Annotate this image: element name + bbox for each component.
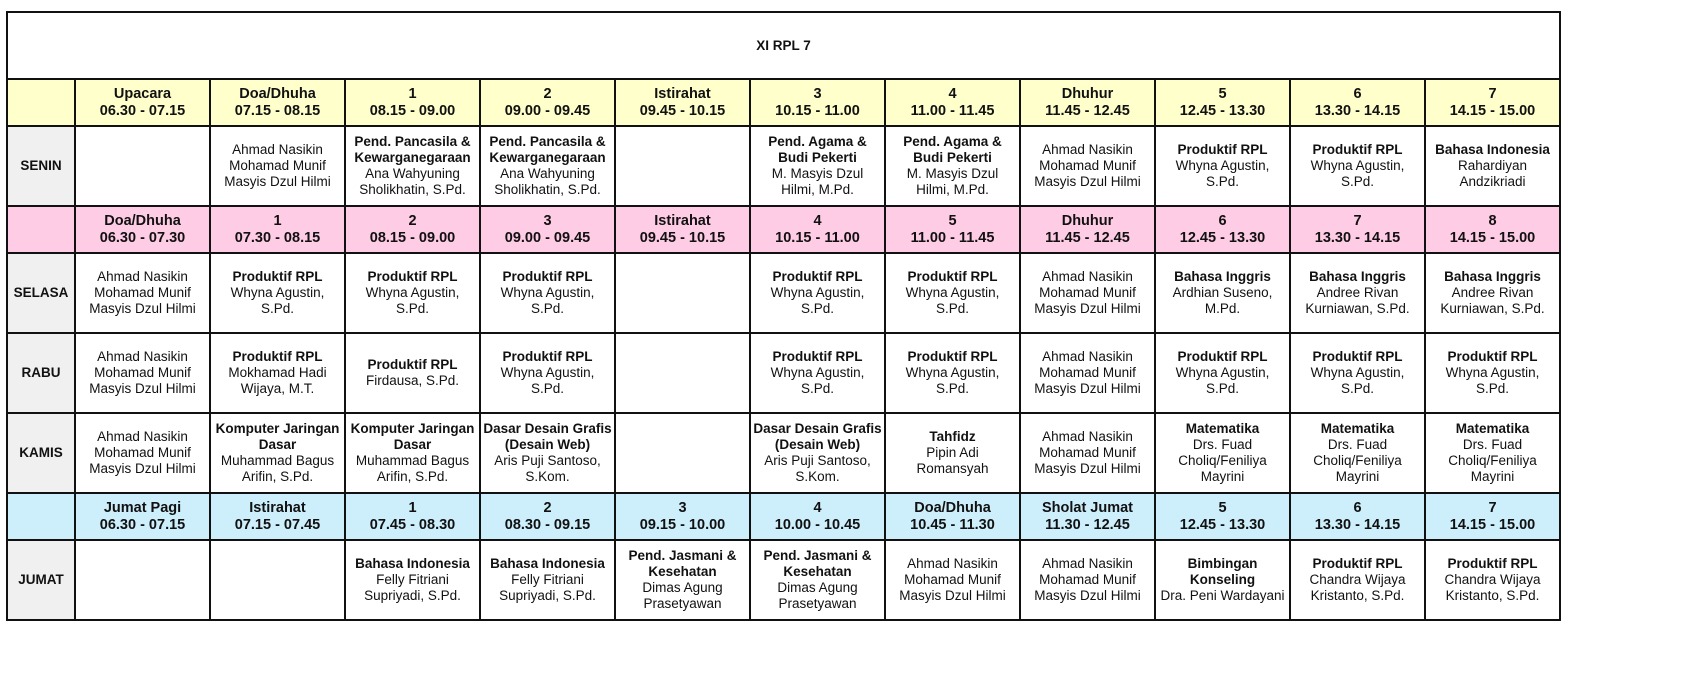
subject-name: Bimbingan Konseling: [1187, 556, 1258, 587]
period-header-cell: [1425, 206, 1560, 253]
schedule-cell: [1020, 413, 1155, 493]
teacher-name: Whyna Agustin, S.Pd.: [1310, 365, 1405, 396]
teacher-name: Ahmad Nasikin Mohamad Munif Masyis Dzul Hilmi: [89, 349, 196, 396]
subject-name: Matematika: [1320, 421, 1395, 436]
teacher-name: Andree Rivan Kurniawan, S.Pd.: [1440, 285, 1545, 316]
teacher-name: Aris Puji Santoso, S.Kom.: [764, 453, 871, 484]
subject-name: Produktif RPL: [907, 349, 998, 364]
subject-name: Produktif RPL: [1312, 349, 1403, 364]
period-name: 5: [1218, 499, 1227, 516]
schedule-cell: [1425, 413, 1560, 493]
teacher-name: Ardhian Suseno, M.Pd.: [1172, 285, 1273, 316]
schedule-cell: [1425, 333, 1560, 413]
schedule-cell: [1020, 540, 1155, 620]
period-name: 1: [273, 212, 282, 229]
period-name: 7: [1488, 85, 1497, 102]
period-header-cell: [480, 493, 615, 540]
period-name: Upacara: [113, 85, 172, 102]
period-header-cell: [750, 493, 885, 540]
subject-name: Produktif RPL: [232, 269, 323, 284]
period-header-cell: [210, 493, 345, 540]
teacher-name: Muhammad Bagus Arifin, S.Pd.: [220, 453, 335, 484]
subject-name: Produktif RPL: [907, 269, 998, 284]
schedule-cell: [345, 333, 480, 413]
period-time: 13.30 - 14.15: [1314, 516, 1401, 533]
period-time: 08.15 - 09.00: [369, 102, 456, 119]
schedule-cell: [480, 540, 615, 620]
period-time: 11.00 - 11.45: [910, 229, 995, 246]
period-header-cell: [480, 79, 615, 126]
period-time: 12.45 - 13.30: [1179, 102, 1266, 119]
subject-name: Bahasa Inggris: [1174, 269, 1271, 284]
subject-name: Produktif RPL: [772, 349, 863, 364]
period-time: 08.15 - 09.00: [369, 229, 456, 246]
teacher-name: Rahardiyan Andzikriadi: [1457, 158, 1528, 189]
subject-name: Bahasa Indonesia: [490, 556, 605, 571]
period-time: 09.45 - 10.15: [639, 229, 726, 246]
period-name: 3: [543, 212, 552, 229]
period-name: 2: [543, 85, 552, 102]
period-header-cell: [75, 493, 210, 540]
subject-name: Produktif RPL: [1447, 556, 1538, 571]
schedule-cell: [885, 126, 1020, 206]
period-header-cell: [1290, 493, 1425, 540]
teacher-name: Whyna Agustin, S.Pd.: [365, 285, 460, 316]
teacher-name: M. Masyis Dzul Hilmi, M.Pd.: [771, 166, 864, 197]
schedule-cell: [750, 253, 885, 333]
period-time: 11.30 - 12.45: [1045, 516, 1130, 533]
schedule-container: [6, 11, 1561, 621]
schedule-cell: [1290, 126, 1425, 206]
header-corner-cell: [7, 79, 75, 126]
teacher-name: Dimas Agung Prasetyawan: [642, 580, 723, 611]
schedule-cell: [885, 413, 1020, 493]
teacher-name: Ahmad Nasikin Mohamad Munif Masyis Dzul Hilmi: [1034, 429, 1141, 476]
subject-name: Produktif RPL: [1177, 142, 1268, 157]
schedule-cell: [1020, 253, 1155, 333]
period-time: 09.00 - 09.45: [504, 102, 591, 119]
schedule-cell: [75, 413, 210, 493]
period-time: 13.30 - 14.15: [1314, 102, 1401, 119]
period-time: 10.45 - 11.30: [910, 516, 995, 533]
schedule-cell: [1155, 333, 1290, 413]
teacher-name: Ahmad Nasikin Mohamad Munif Masyis Dzul Hilmi: [1034, 269, 1141, 316]
subject-name: Tahfidz: [929, 429, 976, 444]
subject-name: Pend. Pancasila & Kewarganegaraan: [354, 134, 471, 165]
period-time: 06.30 - 07.15: [99, 102, 186, 119]
subject-name: Bahasa Indonesia: [355, 556, 470, 571]
period-header-cell: [345, 79, 480, 126]
schedule-title: XI RPL 7: [7, 12, 1560, 79]
period-header-cell: [480, 206, 615, 253]
header-corner-cell: [7, 493, 75, 540]
teacher-name: Ana Wahyuning Sholikhatin, S.Pd.: [494, 166, 601, 197]
schedule-cell: [885, 333, 1020, 413]
period-name: 2: [543, 499, 552, 516]
day-label: SELASA: [7, 253, 75, 333]
period-time: 06.30 - 07.15: [99, 516, 186, 533]
period-time: 09.45 - 10.15: [639, 102, 726, 119]
period-time: 14.15 - 15.00: [1449, 229, 1536, 246]
period-name: 5: [1218, 85, 1227, 102]
header-corner-cell: [7, 206, 75, 253]
day-row-senin: [7, 126, 1560, 206]
period-name: 8: [1488, 212, 1497, 229]
schedule-cell: [345, 413, 480, 493]
schedule-cell: [615, 253, 750, 333]
teacher-name: Whyna Agustin, S.Pd.: [770, 365, 865, 396]
teacher-name: Whyna Agustin, S.Pd.: [500, 365, 595, 396]
schedule-cell: [885, 253, 1020, 333]
subject-name: Komputer Jaringan Dasar: [350, 421, 475, 452]
teacher-name: Whyna Agustin, S.Pd.: [770, 285, 865, 316]
period-name: 1: [408, 499, 417, 516]
teacher-name: Whyna Agustin, S.Pd.: [500, 285, 595, 316]
period-name: Doa/Dhuha: [239, 85, 316, 102]
period-name: 4: [948, 85, 957, 102]
schedule-cell: [1020, 333, 1155, 413]
period-time: 11.45 - 12.45: [1045, 102, 1130, 119]
period-name: 2: [408, 212, 417, 229]
teacher-name: Drs. Fuad Choliq/Feniliya Mayrini: [1448, 437, 1537, 484]
period-name: 1: [408, 85, 417, 102]
teacher-name: Whyna Agustin, S.Pd.: [230, 285, 325, 316]
teacher-name: Pipin Adi Romansyah: [916, 445, 989, 476]
period-header-cell: [615, 206, 750, 253]
subject-name: Dasar Desain Grafis (Desain Web): [483, 421, 612, 452]
teacher-name: Drs. Fuad Choliq/Feniliya Mayrini: [1313, 437, 1402, 484]
period-header-cell: [1155, 493, 1290, 540]
schedule-table: [6, 11, 1561, 621]
period-header-cell: [345, 206, 480, 253]
period-name: 6: [1353, 85, 1362, 102]
teacher-name: Ahmad Nasikin Mohamad Munif Masyis Dzul Hilmi: [1034, 556, 1141, 603]
period-time: 11.00 - 11.45: [910, 102, 995, 119]
period-name: 5: [948, 212, 957, 229]
period-time: 13.30 - 14.15: [1314, 229, 1401, 246]
day-row-kamis: [7, 413, 1560, 493]
day-label: KAMIS: [7, 413, 75, 493]
schedule-cell: [1425, 540, 1560, 620]
teacher-name: Chandra Wijaya Kristanto, S.Pd.: [1309, 572, 1406, 603]
period-name: Sholat Jumat: [1041, 499, 1134, 516]
period-time: 10.15 - 11.00: [775, 229, 860, 246]
teacher-name: Mokhamad Hadi Wijaya, M.T.: [228, 365, 327, 396]
period-time: 12.45 - 13.30: [1179, 516, 1266, 533]
subject-name: Komputer Jaringan Dasar: [215, 421, 340, 452]
period-name: 4: [813, 212, 822, 229]
teacher-name: Ahmad Nasikin Mohamad Munif Masyis Dzul Hilmi: [89, 429, 196, 476]
period-time: 12.45 - 13.30: [1179, 229, 1266, 246]
period-header-cell: [615, 493, 750, 540]
period-header-cell: [885, 493, 1020, 540]
period-header-cell: [210, 206, 345, 253]
schedule-cell: [750, 126, 885, 206]
period-name: Istirahat: [654, 85, 711, 102]
day-row-jumat: [7, 540, 1560, 620]
period-time: 14.15 - 15.00: [1449, 516, 1536, 533]
period-name: Dhuhur: [1061, 85, 1114, 102]
teacher-name: Aris Puji Santoso, S.Kom.: [494, 453, 601, 484]
schedule-cell: [1290, 253, 1425, 333]
period-name: 3: [813, 85, 822, 102]
teacher-name: Chandra Wijaya Kristanto, S.Pd.: [1444, 572, 1541, 603]
period-header-cell: [1020, 79, 1155, 126]
subject-name: Produktif RPL: [502, 349, 593, 364]
subject-name: Produktif RPL: [1177, 349, 1268, 364]
subject-name: Bahasa Indonesia: [1435, 142, 1550, 157]
period-header-cell: [1425, 493, 1560, 540]
teacher-name: Felly Fitriani Supriyadi, S.Pd.: [499, 572, 596, 603]
schedule-cell: [750, 333, 885, 413]
teacher-name: Whyna Agustin, S.Pd.: [905, 285, 1000, 316]
period-name: 3: [678, 499, 687, 516]
period-header-cell: [885, 206, 1020, 253]
period-time: 09.00 - 09.45: [504, 229, 591, 246]
subject-name: Produktif RPL: [367, 357, 458, 372]
schedule-cell: [210, 253, 345, 333]
schedule-cell: [750, 413, 885, 493]
period-time: 10.15 - 11.00: [775, 102, 860, 119]
teacher-name: Firdausa, S.Pd.: [365, 373, 460, 388]
teacher-name: Whyna Agustin, S.Pd.: [905, 365, 1000, 396]
day-label: RABU: [7, 333, 75, 413]
period-time: 14.15 - 15.00: [1449, 102, 1536, 119]
schedule-cell: [345, 253, 480, 333]
subject-name: Matematika: [1455, 421, 1530, 436]
schedule-cell: [345, 126, 480, 206]
subject-name: Pend. Agama & Budi Pekerti: [768, 134, 867, 165]
period-header-cell: [1425, 79, 1560, 126]
period-name: 6: [1353, 499, 1362, 516]
schedule-cell: [615, 413, 750, 493]
subject-name: Matematika: [1185, 421, 1260, 436]
schedule-cell: [210, 333, 345, 413]
teacher-name: M. Masyis Dzul Hilmi, M.Pd.: [906, 166, 999, 197]
period-time: 09.15 - 10.00: [639, 516, 726, 533]
teacher-name: Drs. Fuad Choliq/Feniliya Mayrini: [1178, 437, 1267, 484]
period-time: 10.00 - 10.45: [774, 516, 861, 533]
day-row-rabu: [7, 333, 1560, 413]
teacher-name: Whyna Agustin, S.Pd.: [1445, 365, 1540, 396]
schedule-cell: [885, 540, 1020, 620]
period-name: 7: [1353, 212, 1362, 229]
schedule-cell: [75, 253, 210, 333]
teacher-name: Ahmad Nasikin Mohamad Munif Masyis Dzul Hilmi: [224, 142, 331, 189]
subject-name: Produktif RPL: [1312, 556, 1403, 571]
subject-name: Produktif RPL: [1312, 142, 1403, 157]
period-name: Istirahat: [654, 212, 711, 229]
schedule-cell: [1425, 253, 1560, 333]
period-time: 07.15 - 08.15: [234, 102, 321, 119]
period-header-cell: [1155, 206, 1290, 253]
teacher-name: Dimas Agung Prasetyawan: [777, 580, 858, 611]
period-header-row: [7, 79, 1560, 126]
period-header-cell: [75, 79, 210, 126]
schedule-cell: [1290, 413, 1425, 493]
teacher-name: Whyna Agustin, S.Pd.: [1175, 158, 1270, 189]
schedule-cell: [750, 540, 885, 620]
teacher-name: Whyna Agustin, S.Pd.: [1310, 158, 1405, 189]
period-header-cell: [1020, 493, 1155, 540]
period-name: Dhuhur: [1061, 212, 1114, 229]
period-time: 07.30 - 08.15: [234, 229, 321, 246]
schedule-cell: [480, 253, 615, 333]
schedule-cell: [1155, 253, 1290, 333]
period-name: Doa/Dhuha: [914, 499, 991, 516]
period-header-cell: [345, 493, 480, 540]
period-name: 4: [813, 499, 822, 516]
period-header-cell: [1020, 206, 1155, 253]
subject-name: Pend. Jasmani & Kesehatan: [763, 548, 872, 579]
teacher-name: Ana Wahyuning Sholikhatin, S.Pd.: [359, 166, 466, 197]
teacher-name: Andree Rivan Kurniawan, S.Pd.: [1305, 285, 1410, 316]
teacher-name: Ahmad Nasikin Mohamad Munif Masyis Dzul Hilmi: [899, 556, 1006, 603]
schedule-cell: [480, 413, 615, 493]
teacher-name: Ahmad Nasikin Mohamad Munif Masyis Dzul Hilmi: [1034, 142, 1141, 189]
schedule-cell: [1425, 126, 1560, 206]
subject-name: Pend. Jasmani & Kesehatan: [628, 548, 737, 579]
teacher-name: Ahmad Nasikin Mohamad Munif Masyis Dzul Hilmi: [1034, 349, 1141, 396]
period-header-cell: [210, 79, 345, 126]
schedule-cell: [480, 126, 615, 206]
period-time: 07.45 - 08.30: [369, 516, 456, 533]
subject-name: Bahasa Inggris: [1444, 269, 1541, 284]
schedule-cell: [1155, 540, 1290, 620]
period-header-cell: [615, 79, 750, 126]
subject-name: Pend. Pancasila & Kewarganegaraan: [489, 134, 606, 165]
teacher-name: Felly Fitriani Supriyadi, S.Pd.: [364, 572, 461, 603]
period-header-cell: [750, 206, 885, 253]
subject-name: Produktif RPL: [772, 269, 863, 284]
period-header-cell: [1155, 79, 1290, 126]
schedule-cell: [1290, 540, 1425, 620]
period-name: 7: [1488, 499, 1497, 516]
subject-name: Bahasa Inggris: [1309, 269, 1406, 284]
subject-name: Produktif RPL: [367, 269, 458, 284]
period-header-cell: [885, 79, 1020, 126]
period-time: 06.30 - 07.30: [99, 229, 186, 246]
schedule-cell: [210, 126, 345, 206]
schedule-cell: [615, 540, 750, 620]
period-time: 08.30 - 09.15: [504, 516, 591, 533]
teacher-name: Whyna Agustin, S.Pd.: [1175, 365, 1270, 396]
schedule-cell: [1290, 333, 1425, 413]
period-name: 6: [1218, 212, 1227, 229]
period-header-row: [7, 493, 1560, 540]
teacher-name: Ahmad Nasikin Mohamad Munif Masyis Dzul Hilmi: [89, 269, 196, 316]
subject-name: Pend. Agama & Budi Pekerti: [903, 134, 1002, 165]
subject-name: Produktif RPL: [502, 269, 593, 284]
period-time: 11.45 - 12.45: [1045, 229, 1130, 246]
period-name: Jumat Pagi: [103, 499, 182, 516]
schedule-cell: [75, 126, 210, 206]
schedule-cell: [1155, 126, 1290, 206]
schedule-cell: [615, 333, 750, 413]
period-header-cell: [1290, 206, 1425, 253]
schedule-cell: [75, 333, 210, 413]
period-header-cell: [1290, 79, 1425, 126]
schedule-cell: [1020, 126, 1155, 206]
period-header-cell: [750, 79, 885, 126]
schedule-cell: [345, 540, 480, 620]
schedule-cell: [480, 333, 615, 413]
day-row-selasa: [7, 253, 1560, 333]
teacher-name: Dra. Peni Wardayani: [1160, 588, 1285, 603]
period-time: 07.15 - 07.45: [234, 516, 321, 533]
subject-name: Dasar Desain Grafis (Desain Web): [753, 421, 882, 452]
schedule-cell: [615, 126, 750, 206]
teacher-name: Muhammad Bagus Arifin, S.Pd.: [355, 453, 470, 484]
day-label: SENIN: [7, 126, 75, 206]
period-name: Istirahat: [249, 499, 306, 516]
schedule-cell: [210, 540, 345, 620]
subject-name: Produktif RPL: [232, 349, 323, 364]
subject-name: Produktif RPL: [1447, 349, 1538, 364]
day-label: JUMAT: [7, 540, 75, 620]
schedule-cell: [210, 413, 345, 493]
period-name: Doa/Dhuha: [104, 212, 181, 229]
period-header-cell: [75, 206, 210, 253]
schedule-cell: [1155, 413, 1290, 493]
period-header-row: [7, 206, 1560, 253]
schedule-cell: [75, 540, 210, 620]
